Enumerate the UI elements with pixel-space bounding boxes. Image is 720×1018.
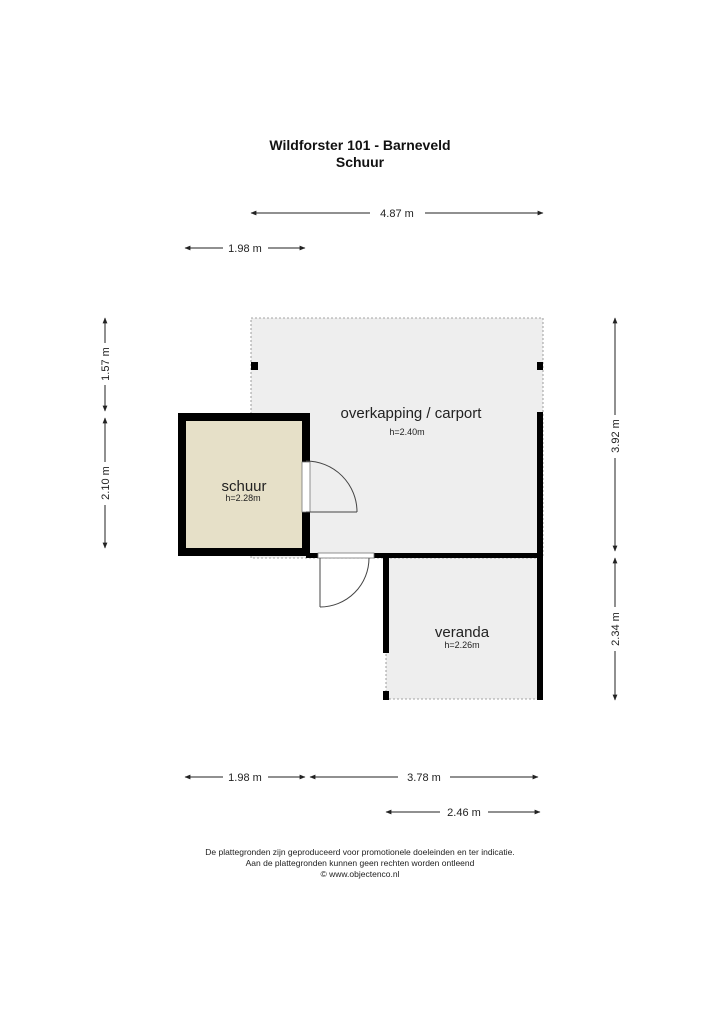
dim-label-right-lower: 2.34 m bbox=[610, 612, 622, 646]
dim-label-top-left: 1.98 m bbox=[228, 243, 262, 255]
veranda-door-gap bbox=[318, 553, 374, 558]
room-name-schuur: schuur bbox=[221, 478, 267, 495]
dim-label-top-total: 4.87 m bbox=[380, 208, 414, 220]
room-height-veranda: h=2.26m bbox=[444, 640, 480, 650]
room-name-carport: overkapping / carport bbox=[340, 405, 482, 422]
room-name-veranda: veranda bbox=[434, 624, 490, 641]
dim-label-right-upper: 3.92 m bbox=[610, 419, 622, 453]
dim-label-bottom-left: 1.98 m bbox=[228, 772, 262, 784]
room-height-carport: h=2.40m bbox=[389, 427, 425, 437]
dim-label-left-upper: 1.57 m bbox=[100, 347, 112, 381]
disclaimer-line-2: Aan de plattegronden kunnen geen rechten worden ontleend bbox=[245, 858, 475, 868]
dim-label-left-lower: 2.10 m bbox=[100, 466, 112, 500]
room-height-schuur: h=2.28m bbox=[225, 493, 261, 503]
dim-label-bottom-right: 3.78 m bbox=[407, 772, 441, 784]
page-title: Wildforster 101 - Barneveld bbox=[269, 137, 451, 153]
schuur-door-gap bbox=[302, 462, 310, 512]
door-swing-veranda bbox=[320, 558, 369, 607]
dim-label-bottom-veranda: 2.46 m bbox=[447, 807, 481, 819]
copyright-link[interactable]: © www.objectenco.nl bbox=[320, 869, 400, 879]
page-subtitle: Schuur bbox=[335, 154, 385, 170]
disclaimer-line-1: De plattegronden zijn geproduceerd voor promotionele doeleinden en ter indicatie. bbox=[205, 847, 515, 857]
